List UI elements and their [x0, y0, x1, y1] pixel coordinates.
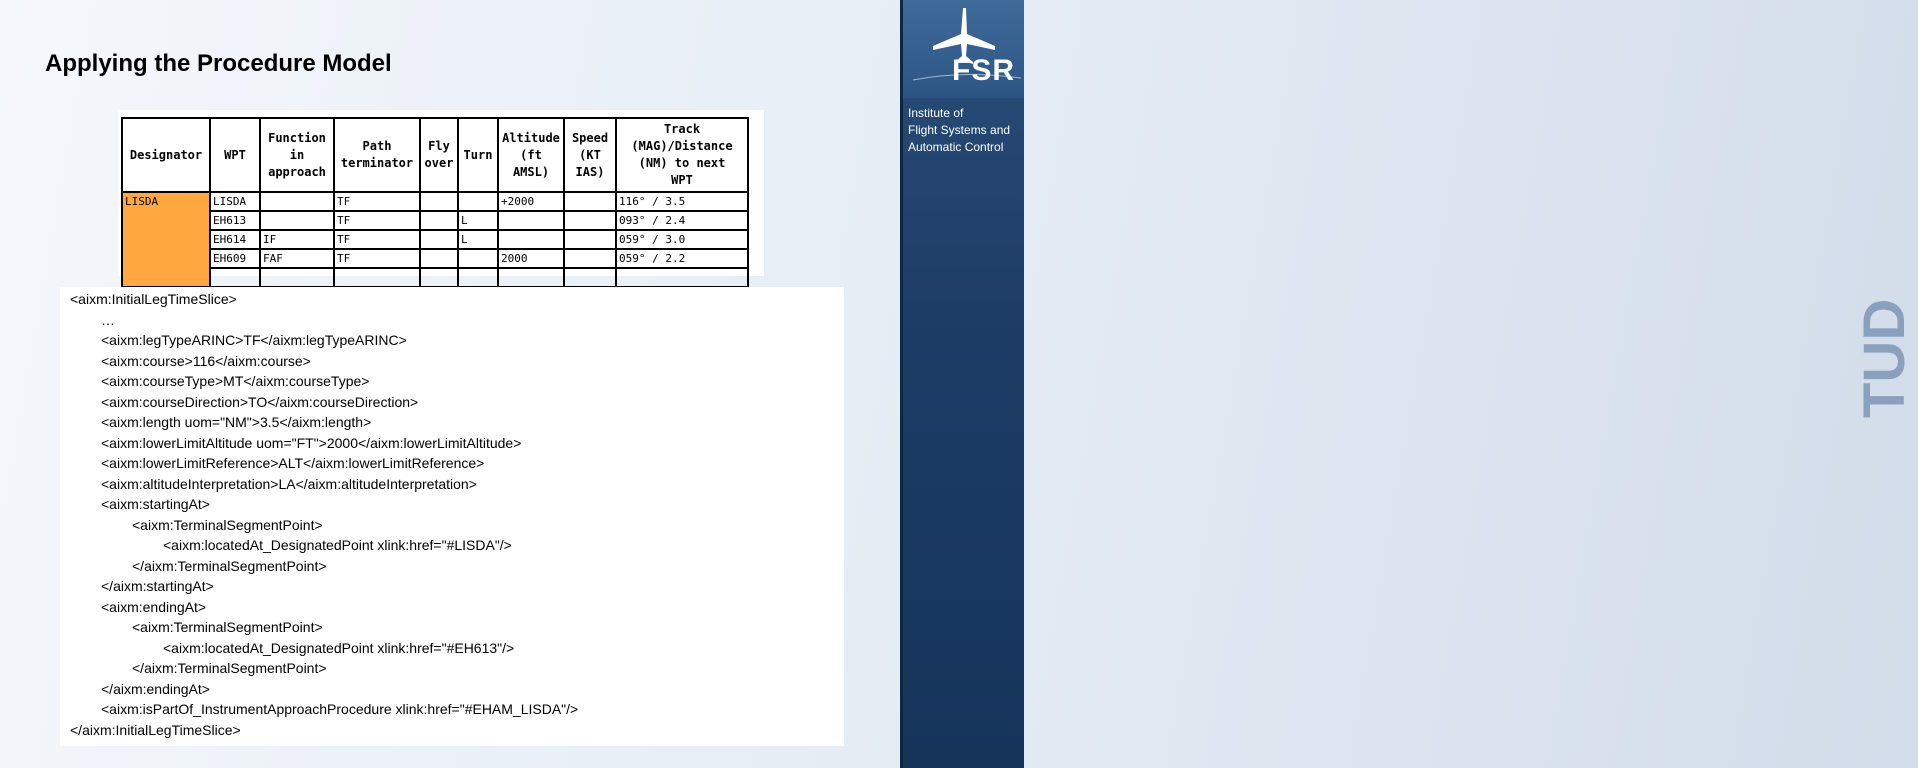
code-line: </aixm:TerminalSegmentPoint> [132, 660, 327, 676]
cell-track: 116° / 3.5 [616, 192, 748, 211]
cell-path: TF [334, 192, 420, 211]
code-line: <aixm:endingAt> [101, 598, 207, 615]
cell-speed [564, 249, 616, 268]
cell-altitude [498, 230, 564, 249]
tud-watermark-text: TUD [1852, 298, 1917, 418]
code-line: <aixm:courseDirection>TO</aixm:courseDirection> [101, 393, 419, 410]
cell-wpt: EH613 [210, 211, 260, 230]
code-line: <aixm:TerminalSegmentPoint> [132, 619, 323, 635]
cell-speed [564, 211, 616, 230]
fsr-logo: FSR [952, 54, 1015, 87]
table-row [122, 230, 748, 249]
code-line: <aixm:InitialLegTimeSlice> [70, 291, 237, 307]
header-track: Track (MAG)/Distance (NM) to next WPT [616, 118, 748, 192]
cell-altitude: 2000 [498, 249, 564, 268]
cell-wpt: EH609 [210, 249, 260, 268]
cell-flyover [420, 211, 458, 230]
code-line: <aixm:lowerLimitAltitude uom="FT">2000</aixm:lowerLimitAltitude> [101, 434, 522, 451]
cell-turn [458, 192, 498, 211]
table-row [122, 249, 748, 268]
cell-path: TF [334, 230, 420, 249]
header-path-terminator: Path terminator [334, 118, 420, 192]
code-line: </aixm:startingAt> [101, 578, 214, 594]
procedure-table [121, 117, 749, 288]
cell-function [260, 192, 334, 211]
designator-cell: LISDA [122, 192, 210, 287]
code-line: <aixm:courseType>MT</aixm:courseType> [101, 373, 370, 389]
cell-track: 093° / 2.4 [616, 211, 748, 230]
cell-altitude: +2000 [498, 192, 564, 211]
code-line: <aixm:TerminalSegmentPoint> [132, 516, 323, 533]
code-line: </aixm:TerminalSegmentPoint> [132, 557, 327, 574]
code-line: <aixm:locatedAt_DesignatedPoint xlink:href="#EH613"/> [163, 639, 515, 656]
table-header-row [122, 118, 748, 192]
cell-wpt: EH614 [210, 230, 260, 249]
cell-flyover [420, 249, 458, 268]
header-function: Function in approach [260, 118, 334, 192]
code-line: <aixm:altitudeInterpretation>LA</aixm:altitudeInterpretation> [101, 475, 477, 492]
code-line: <aixm:lowerLimitReference>ALT</aixm:lowerLimitReference> [101, 455, 485, 471]
cell-function: IF [260, 230, 334, 249]
cell-track: 059° / 3.0 [616, 230, 748, 249]
header-speed: Speed (KT IAS) [564, 118, 616, 192]
procedure-table-panel [118, 110, 764, 276]
header-wpt: WPT [210, 118, 260, 192]
cell-wpt: LISDA [210, 192, 260, 211]
header-fly-over: Fly over [420, 118, 458, 192]
cell-flyover [420, 230, 458, 249]
code-line: </aixm:endingAt> [101, 680, 210, 697]
cell-path: TF [334, 211, 420, 230]
slide-title: Applying the Procedure Model [45, 50, 392, 77]
cell-altitude [498, 211, 564, 230]
sidebar-edge [900, 0, 903, 768]
code-line: … [101, 311, 115, 328]
xml-code-block [60, 287, 844, 746]
cell-speed [564, 230, 616, 249]
tud-watermark [1852, 290, 1918, 418]
code-line: <aixm:startingAt> [101, 496, 210, 512]
table-row-partial [122, 268, 748, 287]
code-line: <aixm:course>116</aixm:course> [101, 352, 311, 369]
header-turn: Turn [458, 118, 498, 192]
cell-function [260, 211, 334, 230]
institute-line: Automatic Control [908, 140, 1004, 154]
institute-name [908, 105, 1022, 156]
cell-function: FAF [260, 249, 334, 268]
code-line: </aixm:InitialLegTimeSlice> [70, 721, 241, 738]
code-line: <aixm:length uom="NM">3.5</aixm:length> [101, 414, 372, 430]
institute-line: Institute of [908, 106, 964, 120]
header-altitude: Altitude (ft AMSL) [498, 118, 564, 192]
institute-line: Flight Systems and [908, 123, 1011, 137]
code-line: <aixm:isPartOf_InstrumentApproachProcedure xlink:href="#EHAM_LISDA"/> [101, 701, 579, 717]
table-row [122, 192, 748, 211]
table-row [122, 211, 748, 230]
cell-turn: L [458, 230, 498, 249]
cell-turn [458, 249, 498, 268]
cell-speed [564, 192, 616, 211]
header-designator: Designator [122, 118, 210, 192]
code-line: <aixm:locatedAt_DesignatedPoint xlink:href="#LISDA"/> [163, 537, 512, 553]
cell-path: TF [334, 249, 420, 268]
cell-flyover [420, 192, 458, 211]
cell-turn: L [458, 211, 498, 230]
code-line: <aixm:legTypeARINC>TF</aixm:legTypeARINC> [101, 332, 407, 348]
cell-track: 059° / 2.2 [616, 249, 748, 268]
